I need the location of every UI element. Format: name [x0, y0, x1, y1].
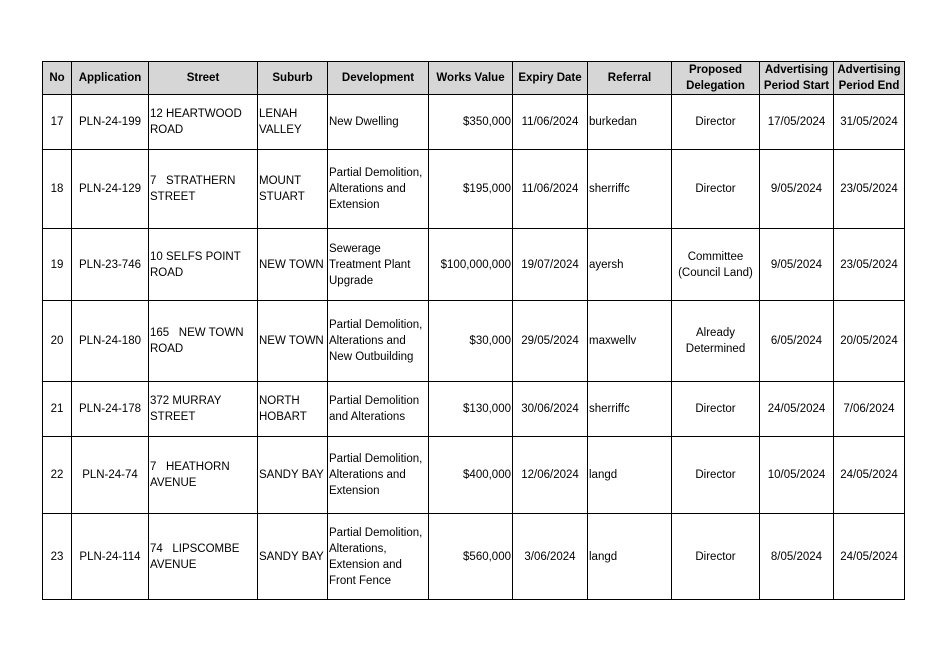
table-row: [43, 514, 905, 600]
cell-works-value: $100,000,000: [429, 229, 513, 301]
cell-works-value: $195,000: [429, 150, 513, 229]
cell-development: Sewerage Treatment Plant Upgrade: [328, 229, 429, 301]
cell-referral: sherriffc: [588, 150, 672, 229]
cell-expiry-date: 3/06/2024: [513, 514, 588, 600]
cell-delegation: Director: [672, 382, 760, 437]
header-no: No: [43, 62, 72, 95]
cell-adv-start: 8/05/2024: [760, 514, 834, 600]
applications-table: [42, 61, 905, 600]
header-development: Development: [328, 62, 429, 95]
cell-street: 372 MURRAY STREET: [149, 382, 258, 437]
cell-expiry-date: 12/06/2024: [513, 437, 588, 514]
cell-delegation: Director: [672, 437, 760, 514]
cell-no: 22: [43, 437, 72, 514]
cell-adv-end: 31/05/2024: [834, 95, 905, 150]
cell-no: 20: [43, 301, 72, 382]
cell-application: PLN-23-746: [72, 229, 149, 301]
cell-no: 23: [43, 514, 72, 600]
cell-street: 74 LIPSCOMBE AVENUE: [149, 514, 258, 600]
table-row: [43, 382, 905, 437]
cell-street: 7 STRATHERN STREET: [149, 150, 258, 229]
cell-development: Partial Demolition and Alterations: [328, 382, 429, 437]
cell-adv-end: 24/05/2024: [834, 437, 905, 514]
cell-street: 165 NEW TOWN ROAD: [149, 301, 258, 382]
cell-expiry-date: 19/07/2024: [513, 229, 588, 301]
header-referral: Referral: [588, 62, 672, 95]
cell-application: PLN-24-199: [72, 95, 149, 150]
cell-no: 21: [43, 382, 72, 437]
cell-development: Partial Demolition, Alterations and Extension: [328, 150, 429, 229]
cell-suburb: NEW TOWN: [258, 301, 328, 382]
cell-adv-end: 24/05/2024: [834, 514, 905, 600]
cell-application: PLN-24-178: [72, 382, 149, 437]
cell-street: 12 HEARTWOOD ROAD: [149, 95, 258, 150]
header-works-value: Works Value: [429, 62, 513, 95]
cell-application: PLN-24-129: [72, 150, 149, 229]
cell-suburb: SANDY BAY: [258, 514, 328, 600]
cell-referral: ayersh: [588, 229, 672, 301]
table-row: [43, 150, 905, 229]
cell-street: 7 HEATHORN AVENUE: [149, 437, 258, 514]
cell-referral: langd: [588, 437, 672, 514]
cell-delegation: Already Determined: [672, 301, 760, 382]
cell-suburb: NEW TOWN: [258, 229, 328, 301]
cell-street: 10 SELFS POINT ROAD: [149, 229, 258, 301]
cell-referral: langd: [588, 514, 672, 600]
cell-delegation: Committee (Council Land): [672, 229, 760, 301]
cell-application: PLN-24-74: [72, 437, 149, 514]
cell-delegation: Director: [672, 150, 760, 229]
header-proposed-delegation: Proposed Delegation: [672, 62, 760, 95]
cell-no: 17: [43, 95, 72, 150]
header-row: [43, 62, 905, 95]
cell-development: Partial Demolition, Alterations, Extension and Front Fence: [328, 514, 429, 600]
cell-referral: burkedan: [588, 95, 672, 150]
cell-no: 19: [43, 229, 72, 301]
cell-works-value: $400,000: [429, 437, 513, 514]
cell-development: New Dwelling: [328, 95, 429, 150]
cell-adv-end: 23/05/2024: [834, 229, 905, 301]
cell-suburb: MOUNT STUART: [258, 150, 328, 229]
cell-adv-start: 9/05/2024: [760, 229, 834, 301]
cell-delegation: Director: [672, 95, 760, 150]
cell-application: PLN-24-114: [72, 514, 149, 600]
header-expiry-date: Expiry Date: [513, 62, 588, 95]
header-suburb: Suburb: [258, 62, 328, 95]
cell-adv-start: 10/05/2024: [760, 437, 834, 514]
table-row: [43, 301, 905, 382]
cell-works-value: $30,000: [429, 301, 513, 382]
cell-adv-end: 20/05/2024: [834, 301, 905, 382]
cell-adv-start: 17/05/2024: [760, 95, 834, 150]
cell-adv-start: 9/05/2024: [760, 150, 834, 229]
cell-suburb: SANDY BAY: [258, 437, 328, 514]
cell-referral: maxwellv: [588, 301, 672, 382]
header-street: Street: [149, 62, 258, 95]
cell-development: Partial Demolition, Alterations and New Outbuilding: [328, 301, 429, 382]
header-application: Application: [72, 62, 149, 95]
cell-adv-start: 6/05/2024: [760, 301, 834, 382]
table-row: [43, 437, 905, 514]
cell-no: 18: [43, 150, 72, 229]
cell-works-value: $560,000: [429, 514, 513, 600]
cell-suburb: LENAH VALLEY: [258, 95, 328, 150]
table-row: [43, 95, 905, 150]
cell-adv-end: 7/06/2024: [834, 382, 905, 437]
cell-expiry-date: 11/06/2024: [513, 95, 588, 150]
cell-works-value: $350,000: [429, 95, 513, 150]
cell-application: PLN-24-180: [72, 301, 149, 382]
cell-expiry-date: 30/06/2024: [513, 382, 588, 437]
cell-adv-end: 23/05/2024: [834, 150, 905, 229]
cell-expiry-date: 11/06/2024: [513, 150, 588, 229]
cell-development: Partial Demolition, Alterations and Extension: [328, 437, 429, 514]
cell-expiry-date: 29/05/2024: [513, 301, 588, 382]
cell-adv-start: 24/05/2024: [760, 382, 834, 437]
cell-suburb: NORTH HOBART: [258, 382, 328, 437]
header-advertising-period-start: Advertising Period Start: [760, 62, 834, 95]
cell-works-value: $130,000: [429, 382, 513, 437]
header-advertising-period-end: Advertising Period End: [834, 62, 905, 95]
table-row: [43, 229, 905, 301]
cell-referral: sherriffc: [588, 382, 672, 437]
cell-delegation: Director: [672, 514, 760, 600]
